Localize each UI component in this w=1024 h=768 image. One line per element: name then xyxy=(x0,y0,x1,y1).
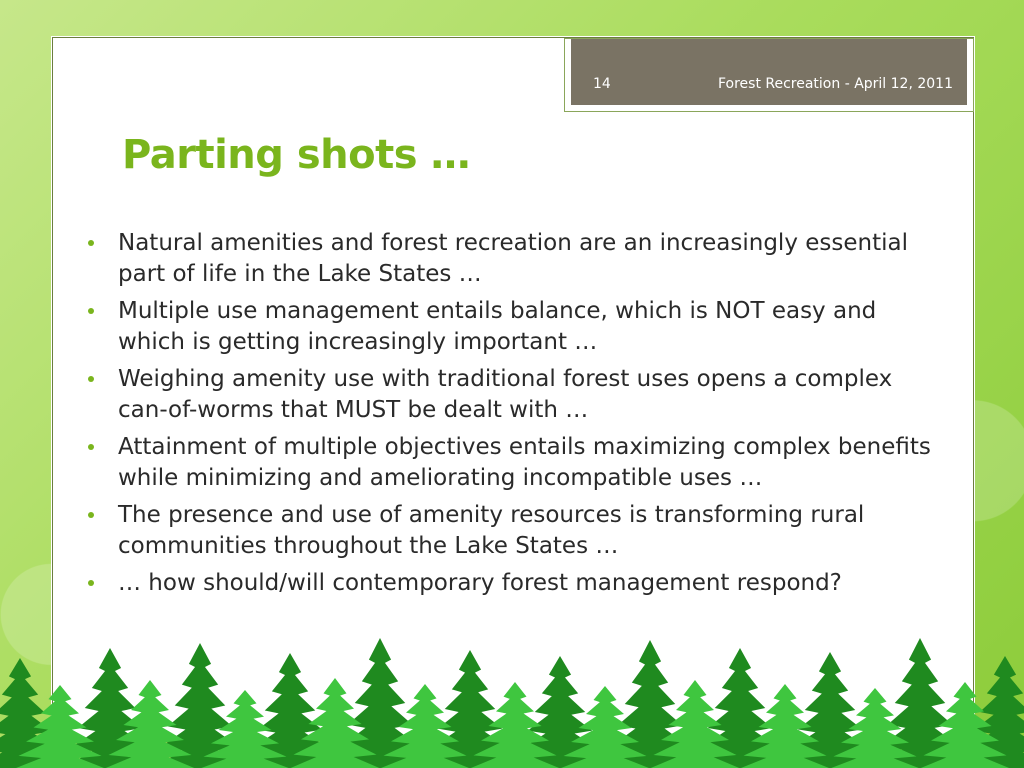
bullet-item xyxy=(88,500,943,562)
tree-row-decoration xyxy=(0,618,1024,768)
bullet-icon xyxy=(88,240,94,246)
slide-number: 14 xyxy=(593,76,611,92)
bullet-text: Attainment of multiple objectives entails maximizing complex benefits while minimizing and ameliorating incompatible uses … xyxy=(118,434,931,491)
bullet-icon xyxy=(88,580,94,586)
bullet-item xyxy=(88,432,943,494)
bullet-item xyxy=(88,568,943,599)
bullet-icon xyxy=(88,376,94,382)
bullet-icon xyxy=(88,512,94,518)
slide-title: Parting shots … xyxy=(122,132,470,178)
bullet-item xyxy=(88,228,943,290)
bullet-text: The presence and use of amenity resources is transforming rural communities throughout the Lake States … xyxy=(118,502,865,559)
slide-header-box xyxy=(564,38,974,112)
bullet-text: Natural amenities and forest recreation are an increasingly essential part of life in the Lake States … xyxy=(118,230,908,287)
bullet-icon xyxy=(88,444,94,450)
bullet-item xyxy=(88,364,943,426)
bullet-text: Weighing amenity use with traditional forest uses opens a complex can-of-worms that MUST be dealt with … xyxy=(118,366,893,423)
slide-header-bar xyxy=(571,39,967,105)
bullet-item xyxy=(88,296,943,358)
bullet-icon xyxy=(88,308,94,314)
slide-footer-text: Forest Recreation - April 12, 2011 xyxy=(717,76,953,92)
bullet-text: … how should/will contemporary forest management respond? xyxy=(118,570,842,596)
bullet-list xyxy=(88,228,943,605)
bullet-text: Multiple use management entails balance, which is NOT easy and which is getting increasingly important … xyxy=(118,298,877,355)
